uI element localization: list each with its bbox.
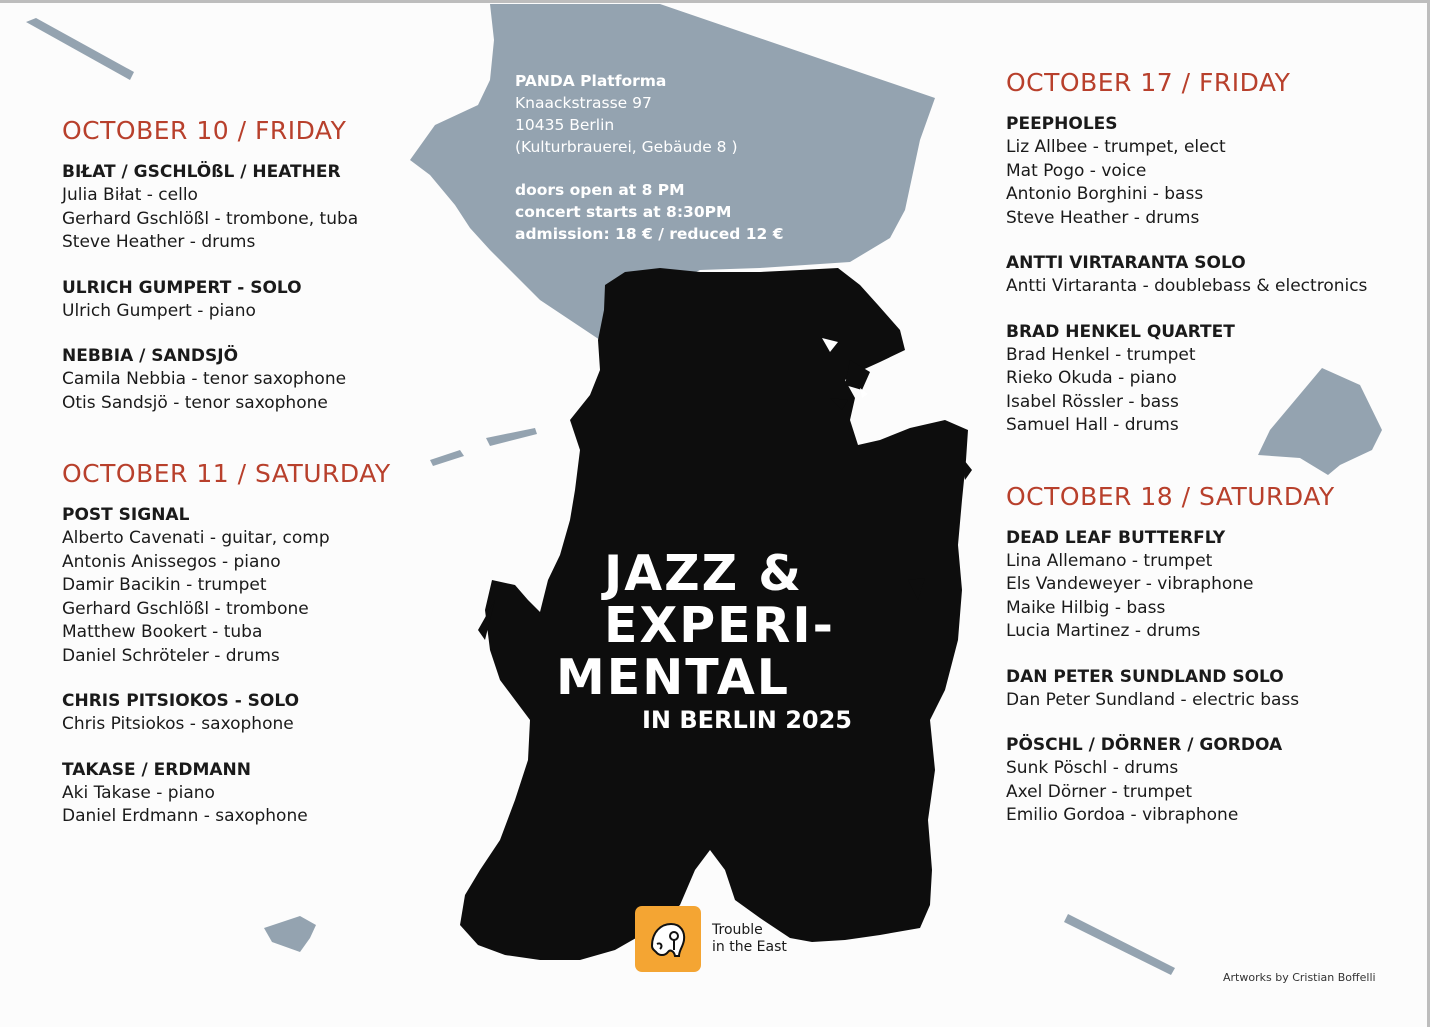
- band-member: Antonio Borghini - bass: [1006, 184, 1204, 204]
- band-member: Camila Nebbia - tenor saxophone: [62, 369, 347, 389]
- band-member: Daniel Erdmann - saxophone: [62, 806, 308, 826]
- band-member: Samuel Hall - drums: [1006, 415, 1179, 435]
- band-member: Gerhard Gschlößl - trombone, tuba: [62, 208, 359, 229]
- band-entry: [1006, 666, 1416, 713]
- band-member: Lina Allemano - trumpet: [1006, 550, 1213, 571]
- band-member: Damir Bacikin - trumpet: [62, 575, 267, 595]
- band-member: Alberto Cavenati - guitar, comp: [62, 528, 330, 548]
- day-block: [62, 459, 462, 829]
- band-member: Matthew Bookert - tuba: [62, 622, 263, 642]
- gray-shape-bottom-left: [264, 916, 316, 952]
- band-name: DEAD LEAF BUTTERFLY: [1006, 527, 1226, 548]
- band-entry: [62, 345, 462, 415]
- venue-info: [515, 70, 815, 245]
- day-block: [1006, 482, 1416, 828]
- day-heading: OCTOBER 17 / FRIDAY: [1006, 68, 1291, 97]
- band-name: DAN PETER SUNDLAND SOLO: [1006, 666, 1284, 687]
- band-name: ANTTI VIRTARANTA SOLO: [1006, 253, 1246, 273]
- band-name: BRAD HENKEL QUARTET: [1006, 321, 1235, 342]
- day-heading: OCTOBER 18 / SATURDAY: [1006, 481, 1335, 511]
- band-member: Sunk Pöschl - drums: [1006, 758, 1179, 778]
- band-member: Daniel Schröteler - drums: [62, 645, 280, 666]
- band-member: Brad Henkel - trumpet: [1006, 344, 1196, 365]
- doors-time: doors open at 8 PM: [515, 181, 685, 199]
- schedule-right-column: [1006, 68, 1416, 872]
- title-line-3: MENTAL: [556, 649, 791, 706]
- band-entry: [1006, 527, 1416, 644]
- venue-street: Knaackstrasse 97: [515, 94, 652, 112]
- band-member: Ulrich Gumpert - piano: [62, 300, 256, 321]
- band-name: POST SIGNAL: [62, 505, 190, 525]
- band-entry: [62, 277, 462, 324]
- trouble-in-the-east-logo: [635, 906, 787, 972]
- band-entry: [1006, 252, 1416, 299]
- day-block: [1006, 68, 1416, 438]
- band-member: Gerhard Gschlößl - trombone: [62, 598, 309, 619]
- band-name: ULRICH GUMPERT - SOLO: [62, 277, 302, 298]
- band-member: Rieko Okuda - piano: [1006, 368, 1177, 388]
- band-entry: [62, 759, 462, 829]
- band-name: PEEPHOLES: [1006, 114, 1118, 134]
- gray-stroke-mid-1: [486, 428, 537, 446]
- venue-name: PANDA Platforma: [515, 72, 667, 90]
- band-member: Dan Peter Sundland - electric bass: [1006, 689, 1300, 710]
- artwork-credit: Artworks by Cristian Boffelli: [1223, 971, 1376, 984]
- venue-city: 10435 Berlin: [515, 116, 615, 134]
- title-line-1: JAZZ &: [604, 545, 804, 602]
- band-member: Axel Dörner - trumpet: [1006, 781, 1193, 802]
- admission-price: admission: 18 € / reduced 12 €: [515, 225, 784, 243]
- band-member: Steve Heather - drums: [1006, 207, 1200, 228]
- day-heading: OCTOBER 11 / SATURDAY: [62, 459, 391, 488]
- logo-mark-icon: [635, 906, 701, 972]
- title-subtitle: IN BERLIN 2025: [642, 706, 852, 734]
- band-member: Chris Pitsiokos - saxophone: [62, 714, 294, 734]
- band-member: Antti Virtaranta - doublebass & electronics: [1006, 276, 1368, 296]
- band-member: Otis Sandsjö - tenor saxophone: [62, 392, 328, 413]
- band-entry: [62, 504, 462, 668]
- band-entry: [62, 690, 462, 737]
- band-name: BIŁAT / GSCHLÖßL / HEATHER: [62, 162, 341, 182]
- venue-detail: (Kulturbrauerei, Gebäude 8 ): [515, 138, 738, 156]
- band-member: Emilio Gordoa - vibraphone: [1006, 805, 1239, 825]
- day-block: [62, 116, 462, 415]
- band-member: Isabel Rössler - bass: [1006, 391, 1179, 412]
- band-member: Lucia Martinez - drums: [1006, 621, 1201, 641]
- poster-title: [556, 545, 852, 734]
- band-name: TAKASE / ERDMANN: [62, 759, 252, 780]
- band-member: Steve Heather - drums: [62, 232, 256, 252]
- band-entry: [1006, 321, 1416, 438]
- logo-text-line-1: Trouble: [712, 922, 763, 938]
- band-member: Antonis Anissegos - piano: [62, 551, 281, 572]
- band-member: Mat Pogo - voice: [1006, 160, 1147, 181]
- day-heading: OCTOBER 10 / FRIDAY: [62, 116, 347, 145]
- band-name: NEBBIA / SANDSJÖ: [62, 346, 239, 366]
- band-entry: [62, 161, 462, 255]
- band-entry: [1006, 113, 1416, 230]
- schedule-left-column: [62, 116, 462, 873]
- title-line-2: EXPERI-: [604, 597, 835, 654]
- band-member: Liz Allbee - trumpet, elect: [1006, 137, 1226, 157]
- gray-stroke-top-left: [26, 18, 134, 80]
- concert-start: concert starts at 8:30PM: [515, 203, 732, 221]
- band-member: Els Vandeweyer - vibraphone: [1006, 574, 1254, 594]
- band-member: Maike Hilbig - bass: [1006, 597, 1166, 618]
- gray-stroke-bottom-right: [1064, 914, 1175, 975]
- band-member: Julia Biłat - cello: [62, 185, 198, 205]
- band-name: PÖSCHL / DÖRNER / GORDOA: [1006, 735, 1283, 755]
- band-member: Aki Takase - piano: [62, 782, 215, 803]
- logo-text-line-2: in the East: [712, 939, 787, 955]
- logo-text: [712, 922, 787, 956]
- band-name: CHRIS PITSIOKOS - SOLO: [62, 691, 300, 711]
- band-entry: [1006, 734, 1416, 828]
